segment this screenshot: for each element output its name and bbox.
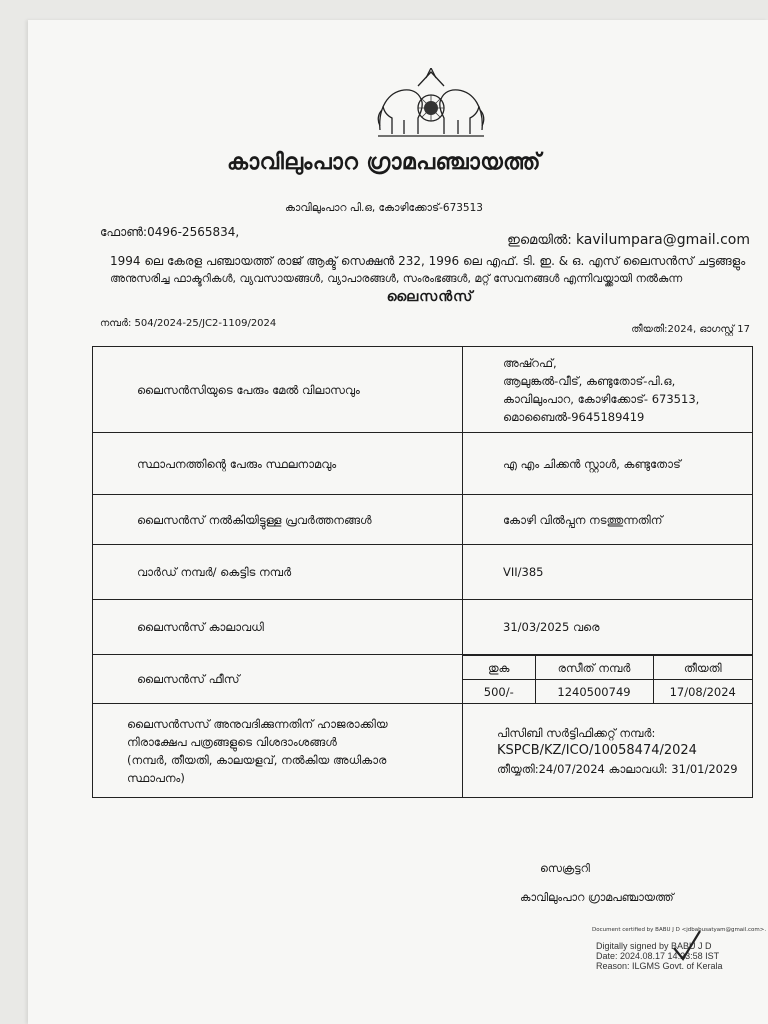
pcb-cert-dates: തീയ്യതി:24/07/2024 കാലാവധി: 31/01/2029 [497, 761, 738, 776]
signature-line: Date: 2024.08.17 14:23:58 IST [596, 951, 720, 961]
address-line: ആലുങ്കൽ-വീട്, കണ്ടുതോട്-പി.ഒ, [503, 373, 676, 388]
address-line: മൊബൈൽ-9645189419 [503, 409, 645, 424]
secretary-office: കാവിലുംപാറ ഗ്രാമപഞ്ചായത്ത് [520, 891, 674, 904]
noc-details [463, 704, 753, 798]
table-row [93, 347, 753, 433]
table-row [93, 433, 753, 495]
license-details-table [92, 346, 753, 798]
row-label: ലൈസൻസ് ഫീസ് [93, 655, 463, 704]
secretary-title: സെക്രട്ടറി [540, 862, 590, 875]
issue-date: തീയതി:2024, ഓഗസ്റ്റ് 17 [631, 324, 750, 335]
table-row [93, 704, 753, 798]
pcb-cert-label: പിസിബി സർട്ടിഫിക്കറ്റ് നമ്പർ: [497, 725, 656, 740]
noc-label-line: സ്ഥാപനം) [127, 770, 185, 785]
table-row [93, 600, 753, 655]
row-label: ലൈസൻസ് നൽകിയിട്ടുള്ള പ്രവർത്തനങ്ങൾ [93, 495, 463, 545]
row-value: കോഴി വിൽപ്പന നടത്തുന്നതിന് [463, 495, 753, 545]
noc-label-line: നിരാക്ഷേപ പത്രങ്ങളുടെ വിശദാംശങ്ങൾ [127, 734, 337, 749]
row-value: VII/385 [463, 545, 753, 600]
reference-number: നമ്പർ: 504/2024-25/JC2-1109/2024 [100, 318, 277, 329]
fee-header-date: തീയതി [653, 656, 752, 680]
license-heading: ലൈസൻസ് [386, 289, 474, 305]
fee-date: 17/08/2024 [653, 680, 752, 704]
kerala-emblem-icon [374, 68, 488, 142]
licensee-address [463, 347, 753, 433]
fee-table [463, 655, 752, 703]
signature-line: Digitally signed by BABU J D [596, 941, 712, 951]
row-value: എ എം ചിക്കൻ സ്റ്റാൾ, കണ്ടുതോട് [463, 433, 753, 495]
address-line: അഷ്റഫ്, [503, 355, 557, 370]
digital-signature [596, 941, 723, 971]
table-row [93, 655, 753, 704]
phone-label: ഫോൺ: [100, 225, 148, 239]
row-label: വാർഡ് നമ്പർ/ കെട്ടിട നമ്പർ [93, 545, 463, 600]
pcb-cert-number: KSPCB/KZ/ICO/10058474/2024 [497, 742, 697, 758]
panchayat-address: കാവിലുംപാറ പി.ഒ, കോഴിക്കോട്-673513 [285, 202, 483, 214]
fee-amount: 500/- [463, 680, 535, 704]
noc-label [93, 704, 463, 798]
email-label: ഇമെയിൽ: [507, 233, 572, 248]
phone-line [100, 225, 239, 240]
intro-line-1: 1994 ലെ കേരള പഞ്ചായത്ത് രാജ് ആക്ട് സെക്ഷൻ 232, 1996 ലെ എഫ്. ടി. ഇ. & ഒ. എസ് ലൈസൻസ് ചട്ടങ്ങളും [110, 254, 746, 268]
fee-header-amount: തുക [463, 656, 535, 680]
fee-details [463, 655, 753, 704]
row-value: 31/03/2025 വരെ [463, 600, 753, 655]
row-label: ലൈസൻസിയുടെ പേരും മേൽ വിലാസവും [93, 347, 463, 433]
email-line [507, 232, 750, 248]
table-row [93, 545, 753, 600]
fee-receipt-number: 1240500749 [535, 680, 653, 704]
table-row [93, 495, 753, 545]
signature-line: Reason: ILGMS Govt. of Kerala [596, 961, 723, 971]
document-certified-note: Document certified by BABU J D <jdbabusatyam@gmail.com>. [592, 927, 767, 933]
row-label: സ്ഥാപനത്തിന്റെ പേരും സ്ഥലനാമവും [93, 433, 463, 495]
address-line: കാവിലുംപാറ, കോഴിക്കോട്- 673513, [503, 391, 700, 406]
signature-check-icon [672, 928, 702, 962]
intro-line-2: അനുസരിച്ച ഫാക്ടറികൾ, വ്യവസായങ്ങൾ, വ്യാപാരങ്ങൾ, സംരംഭങ്ങൾ, മറ്റ് സേവനങ്ങൾ എന്നിവയ്ക്കായി നൽകുന്ന [110, 272, 683, 285]
email-address: kavilumpara@gmail.com [575, 232, 750, 248]
phone-number: 0496-2565834, [147, 225, 240, 239]
noc-label-line: (നമ്പർ, തീയതി, കാലയളവ്, നൽകിയ അധികാര [127, 752, 387, 767]
row-label: ലൈസൻസ് കാലാവധി [93, 600, 463, 655]
fee-header-receipt: രസീത് നമ്പർ [535, 656, 653, 680]
noc-label-line: ലൈസൻസസ് അനുവദിക്കുന്നതിന് ഹാജരാക്കിയ [127, 716, 388, 731]
panchayat-title: കാവിലുംപാറ ഗ്രാമപഞ്ചായത്ത് [227, 150, 541, 175]
